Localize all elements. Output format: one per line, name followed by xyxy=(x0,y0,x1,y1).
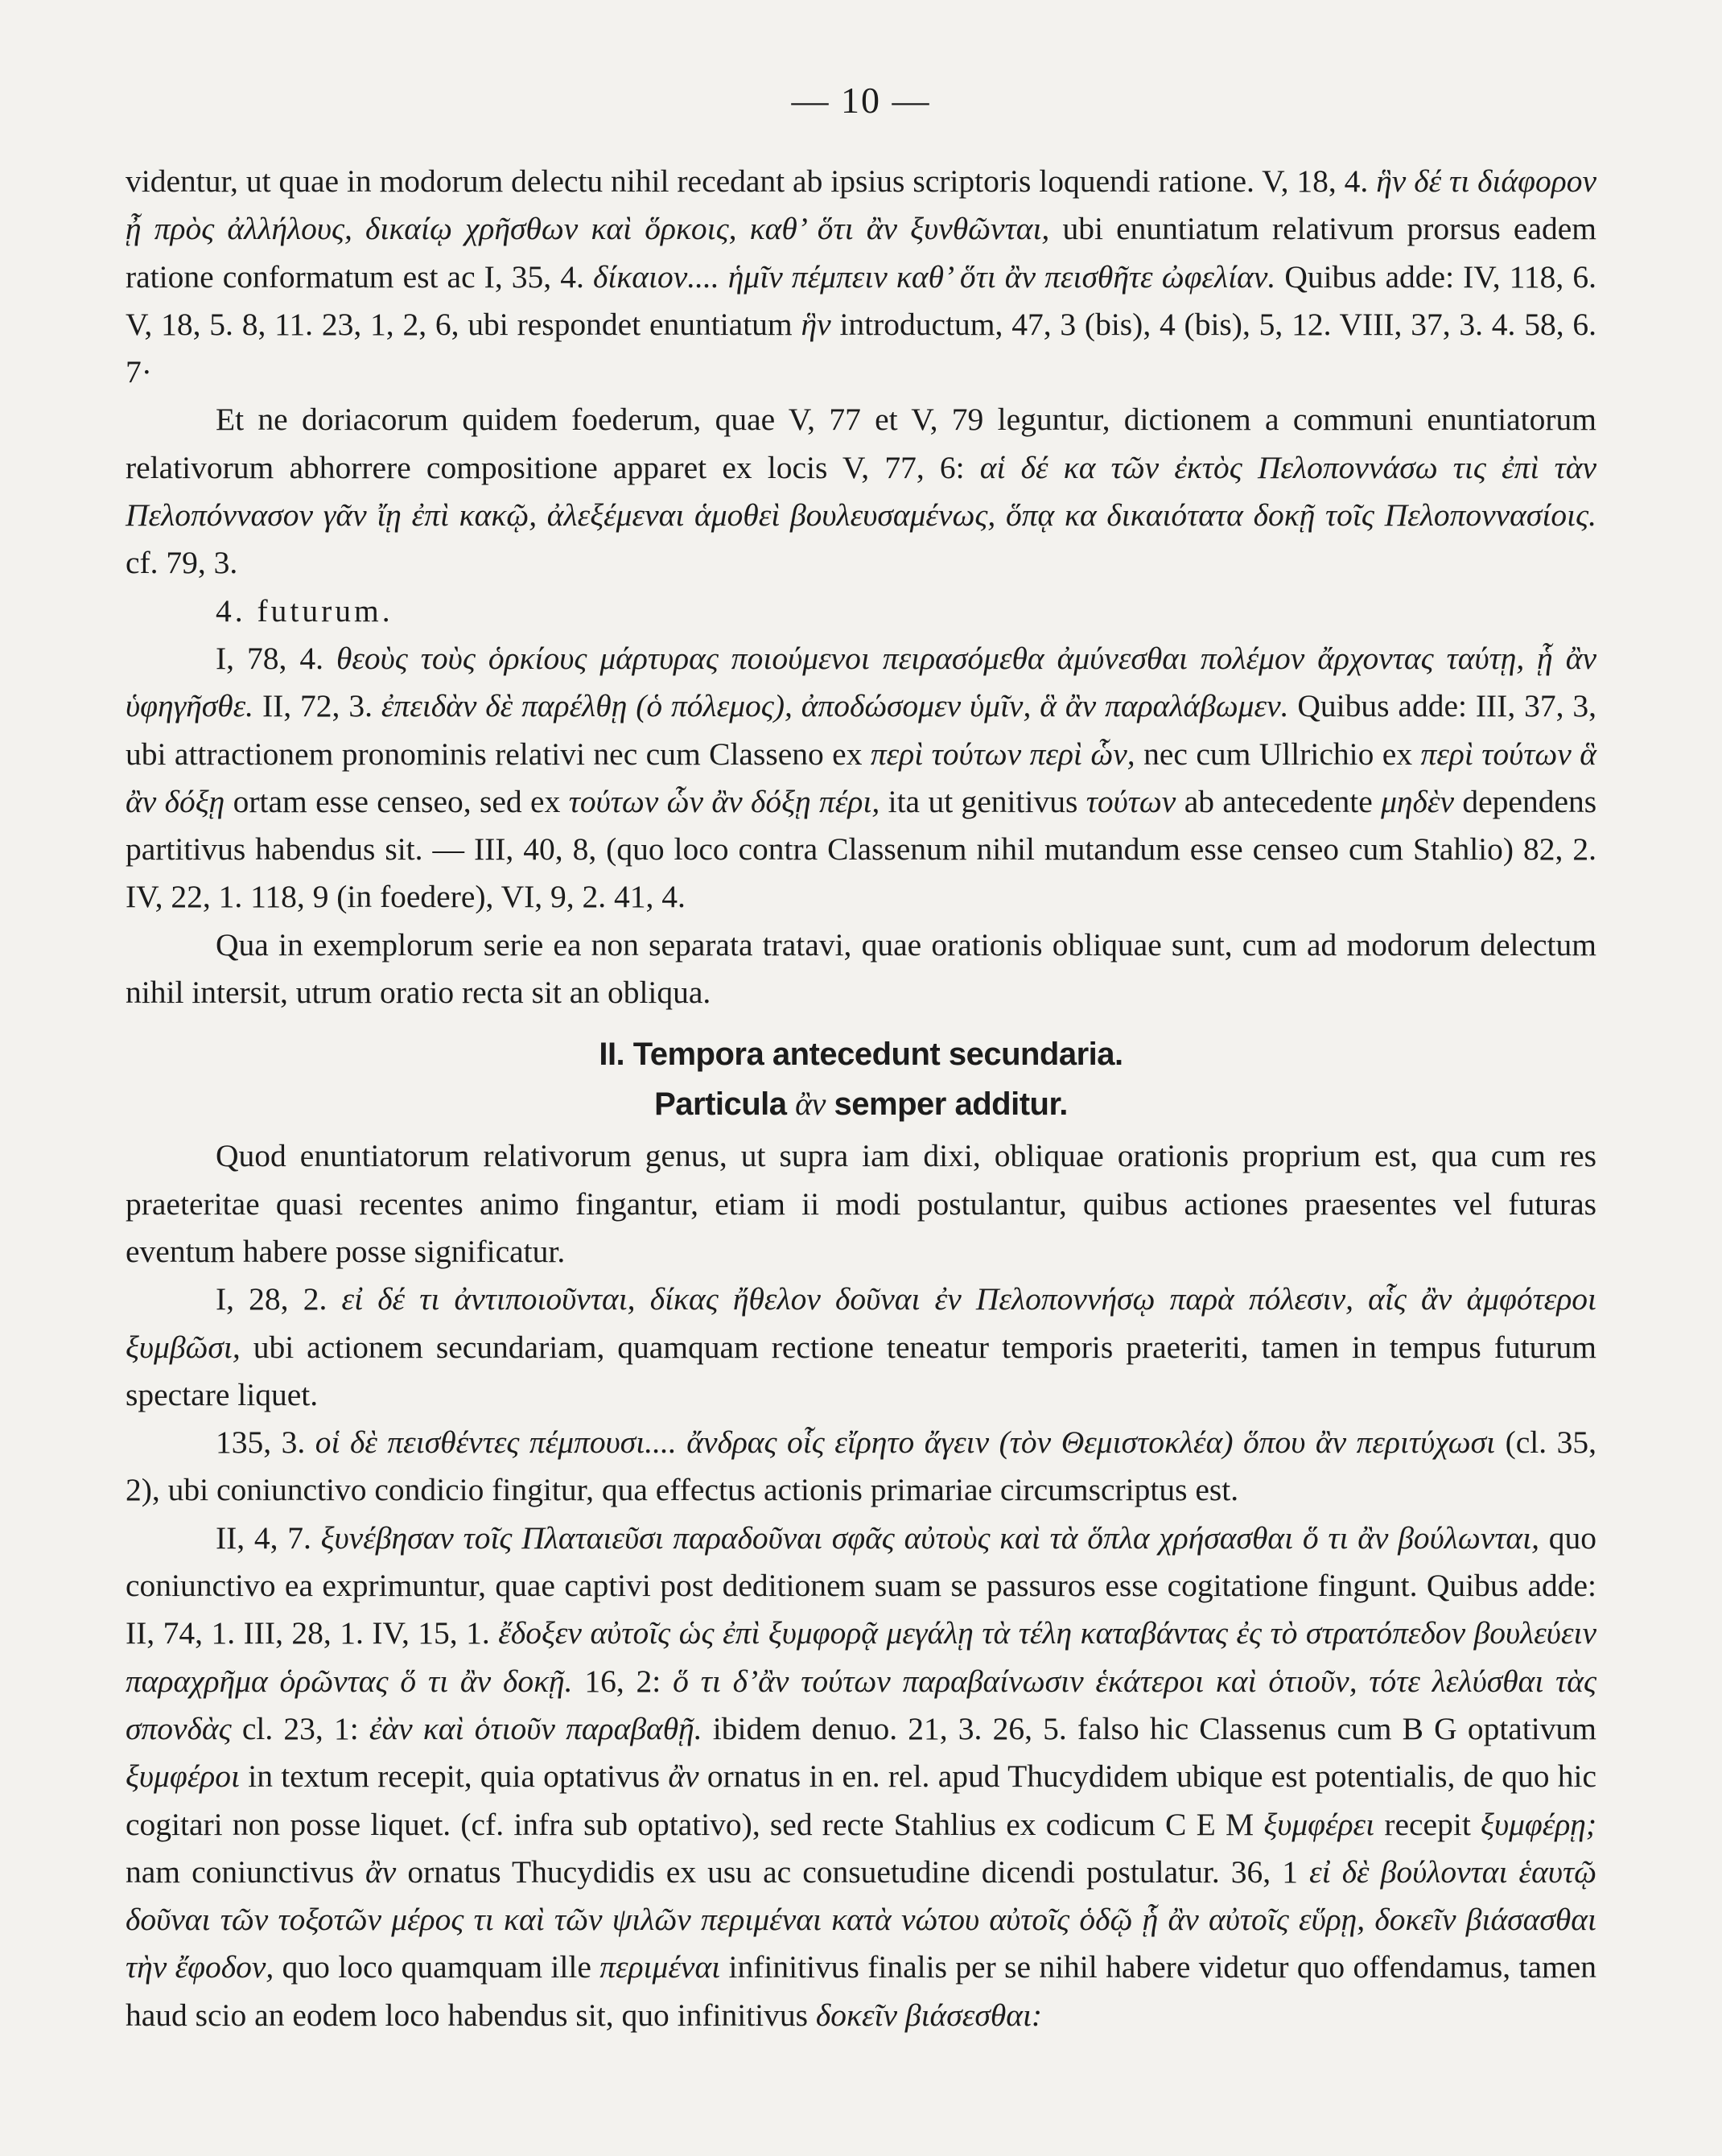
paragraph-1 xyxy=(126,158,1596,396)
paragraph-5: Quod enuntiatorum relativorum genus, ut supra iam dixi, obliquae orationis proprium est, qua cum res praeteritae quasi recentes animo fingantur, etiam ii modi postulantur, quibus actiones praesentes vel futuras eventum habere posse significatur. xyxy=(126,1138,1596,1269)
paragraph-8 xyxy=(126,1515,1596,2039)
greek-quote: δοκεῖν βιάσεσθαι: xyxy=(815,1997,1043,2033)
subheading-text: semper additur. xyxy=(834,1086,1068,1123)
latin-text: ita ut genitivus xyxy=(888,783,1078,819)
greek-quote: θεοὺς τοὺς ὁρκίους μάρτυρας ποιούμενοι πειρασόμεθα ἀμύνεσθαι πολέμον ἄρχοντας ταύτῃ, ᾗ ἂν ὑφηγῆσθε. xyxy=(126,640,1597,724)
greek-quote: ἣν xyxy=(801,306,831,342)
latin-text: ortam esse censeo, sed ex xyxy=(233,783,561,819)
greek-quote: ἣν δέ τι διάφορον ᾖ πρὸς ἀλλήλους, δικαίῳ χρῆσθων καὶ ὅρκοις, καθ’ ὅτι ἂν ξυνθῶνται, xyxy=(126,163,1596,247)
greek-quote: τούτων xyxy=(1086,783,1176,819)
greek-quote: περὶ τούτων ἃ ἂν δόξῃ xyxy=(126,736,1596,819)
greek-quote: μηδὲν xyxy=(1381,783,1454,819)
latin-text: ornatus in en. rel. apud Thucydidem ubique est potentialis, de quo hic cogitari non posse liquet. (cf. infra sub optativo), sed recte Stahlius ex codicum C E M xyxy=(126,1758,1597,1842)
greek-quote: ἂν xyxy=(795,1086,826,1123)
latin-text: quo loco quamquam ille xyxy=(282,1949,591,1985)
latin-text: nam coniunctivus xyxy=(126,1853,354,1890)
greek-quote: ἂν xyxy=(365,1853,397,1890)
greek-quote: αἱ δέ κα τῶν ἐκτὸς Πελοποννάσω τις ἐπὶ τὰν Πελοπόννασον γᾶν ἴῃ ἐπὶ κακῷ, ἀλεξέμεναι ἁμοθεὶ βουλευσαμένως, ὅπᾳ κα δικαιότατα δοκῇ τοῖς Πελοποννασίοις. xyxy=(126,449,1596,534)
latin-text: I, 28, 2. xyxy=(216,1281,328,1317)
latin-text: ubi actionem secundariam, quamquam rectione teneatur temporis praeteriti, tamen in tempus futurum spectare liquet. xyxy=(126,1329,1597,1412)
greek-quote: περιμέναι xyxy=(599,1949,721,1985)
latin-text: dependens partitivus habendus sit. — III, 40, 8, (quo loco contra Classenum nihil mutandum esse censeo cum Stahlio) 82, 2. IV, 22, 1. 118, 9 (in foedere), VI, 9, 2. 41, 4. xyxy=(126,783,1597,915)
paragraph-2 xyxy=(126,396,1596,587)
paragraph-3 xyxy=(126,635,1596,921)
latin-text: Quibus adde: IV, 118, 6. V, 18, 5. 8, 11. 23, 1, 2, 6, ubi respondet enuntiatum xyxy=(126,258,1597,342)
paragraph-6 xyxy=(126,1276,1596,1419)
latin-text: recepit xyxy=(1384,1806,1471,1842)
greek-quote: ξυνέβησαν τοῖς Πλαταιεῦσι παραδοῦναι σφᾶς αὐτοὺς καὶ τὰ ὅπλα χρήσασθαι ὅ τι ἂν βούλωνται, xyxy=(320,1519,1540,1556)
main-text xyxy=(126,158,1596,2039)
greek-quote: ἐὰν καὶ ὁτιοῦν παραβαθῇ. xyxy=(369,1710,702,1746)
latin-text: cl. 23, 1: xyxy=(241,1710,359,1746)
latin-text: ubi enuntiatum relativum prorsus eadem ratione conformatum est ac I, 35, 4. xyxy=(126,211,1596,295)
latin-text: videntur, ut quae in modorum delectu nihil recedant ab ipsius scriptoris loquendi ratione. V, 18, 4. xyxy=(126,163,1369,199)
greek-quote: ἔδοξεν αὐτοῖς ὡς ἐπὶ ξυμφορᾷ μεγάλῃ τὰ τέλη καταβάντας ἐς τὸ στρατόπεδον βουλεύειν παραχρῆμα ὁρῶντας ὅ τι ἂν δοκῇ. xyxy=(126,1615,1597,1699)
greek-quote: τούτων ὧν ἂν δόξῃ πέρι, xyxy=(568,783,880,819)
latin-text: ornatus Thucydidis ex usu ac consuetudine dicendi postulatur. 36, 1 xyxy=(407,1853,1298,1890)
latin-text: 135, 3. xyxy=(216,1424,306,1461)
latin-text: Quibus adde: III, 37, 3, ubi attractionem pronominis relativi nec cum Classeno ex xyxy=(126,688,1597,772)
paragraph-4: Qua in exemplorum serie ea non separata tratavi, quae orationis obliquae sunt, cum ad modorum delectum nihil intersit, utrum oratio recta sit an obliqua. xyxy=(126,926,1596,1011)
greek-quote: ξυμφέρῃ; xyxy=(1481,1806,1597,1842)
page-number: — 10 — xyxy=(791,80,931,121)
latin-text: II, 72, 3. xyxy=(262,688,373,724)
greek-quote: οἱ δὲ πεισθέντες πέμπουσι.... ἄνδρας οἷς εἴρητο ἄγειν (τὸν Θεμιστοκλέα) ὅπου ἂν περιτύχωσι xyxy=(315,1424,1496,1461)
greek-quote: εἰ δέ τι ἀντιποιοῦνται, δίκας ἤθελον δοῦναι ἐν Πελοποννήσῳ παρὰ πόλεσιν, αἷς ἂν ἀμφότεροι ξυμβῶσι, xyxy=(126,1281,1597,1365)
section-subheading xyxy=(126,1079,1596,1129)
latin-text: I, 78, 4. xyxy=(216,640,323,676)
latin-text: Et ne doriacorum quidem foederum, quae V, 77 et V, 79 leguntur, dictionem a communi enuntiatorum relativorum abhorrere compositione apparet ex locis V, 77, 6: xyxy=(126,402,1596,485)
greek-quote: ξυμφέροι xyxy=(126,1758,240,1795)
latin-text: ibidem denuo. 21, 3. 26, 5. falso hic Classenus cum B G optativum xyxy=(712,1710,1597,1746)
section-heading: II. Tempora antecedunt secundaria. xyxy=(599,1037,1123,1073)
greek-quote: ἐπειδὰν δὲ παρέλθῃ (ὁ πόλεμος), ἀποδώσομεν ὑμῖν, ἃ ἂν παραλάβωμεν. xyxy=(381,688,1289,724)
latin-text: infinitivus finalis per se nihil habere videtur quo offendamus, tamen haud scio an eodem loco habendus sit, quo infinitivus xyxy=(126,1949,1596,2033)
latin-text: 16, 2: xyxy=(584,1663,661,1699)
latin-text: nec cum Ullrichio ex xyxy=(1143,736,1413,772)
latin-text: (cl. 35, 2), ubi coniunctivo condicio fingitur, qua effectus actionis primariae circumscriptus est. xyxy=(126,1424,1596,1508)
greek-quote: ὅ τι δ’ἂν τούτων παραβαίνωσιν ἑκάτεροι καὶ ὁτιοῦν, τότε λελύσθαι τὰς σπονδὰς xyxy=(126,1663,1597,1746)
greek-quote: εἰ δὲ βούλονται ἑαυτῷ δοῦναι τῶν τοξοτῶν μέρος τι καὶ τῶν ψιλῶν περιμέναι κατὰ νώτου αὐτοῖς ὁδῷ ᾗ ἂν αὐτοῖς εὕρῃ, δοκεῖν βιάσασθαι τὴν ἔφοδον, xyxy=(126,1853,1596,1985)
greek-quote: ἂν xyxy=(668,1758,699,1795)
paragraph-7 xyxy=(126,1419,1596,1515)
greek-quote: περὶ τούτων περὶ ὧν, xyxy=(870,736,1135,772)
latin-text: ab antecedente xyxy=(1184,783,1373,819)
subheading-text: Particula xyxy=(654,1086,787,1123)
latin-text: introductum, 47, 3 (bis), 4 (bis), 5, 12. VIII, 37, 3. 4. 58, 6. 7· xyxy=(126,306,1597,390)
greek-quote: ξυμφέρει xyxy=(1263,1806,1375,1842)
greek-quote: δίκαιον.... ἡμῖν πέμπειν καθ’ ὅτι ἂν πεισθῆτε ὠφελίαν. xyxy=(592,258,1276,295)
latin-text: II, 4, 7. xyxy=(216,1519,311,1556)
latin-text: quo coniunctivo ea exprimuntur, quae captivi post deditionem suam se passuros esse cogitatione fingunt. Quibus adde: II, 74, 1. III, 28, 1. IV, 15, 1. xyxy=(126,1519,1597,1651)
latin-text: cf. 79, 3. xyxy=(126,545,238,581)
latin-text: in textum recepit, quia optativus xyxy=(248,1758,661,1795)
section-futurum: 4. futurum. xyxy=(216,592,393,629)
